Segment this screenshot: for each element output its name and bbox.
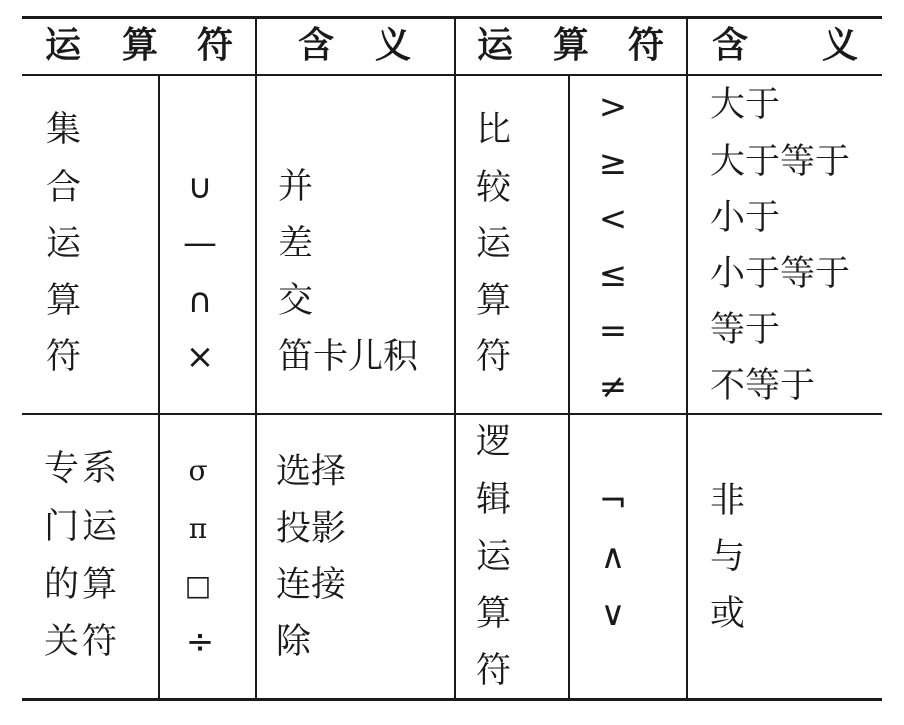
selection-meaning: 选择 — [276, 452, 347, 492]
col-divider-middle — [454, 16, 456, 701]
header-right-operator-char: 运 — [477, 25, 514, 66]
relational-ops-category-char: 门 — [44, 507, 80, 547]
col-divider-left-symbol — [158, 76, 160, 701]
header-left-operator-char: 符 — [197, 25, 234, 66]
header-right-operator-char: 符 — [628, 25, 665, 66]
set-ops-category-char: 合 — [46, 168, 82, 208]
middle-rule — [22, 413, 882, 415]
comparison-ops-category-char: 运 — [476, 224, 512, 264]
logic-ops-category-char: 运 — [476, 537, 512, 577]
comparison-ops-category-char: 算 — [476, 281, 512, 321]
comparison-ops-category-char: 较 — [476, 168, 512, 208]
division-symbol: ÷ — [185, 622, 215, 662]
less-than-meaning: 小于 — [710, 198, 781, 238]
set-difference-meaning: 差 — [278, 224, 314, 264]
bottom-rule — [22, 698, 882, 701]
cartesian-product-meaning: 笛卡儿积 — [278, 337, 419, 377]
set-union-meaning: 并 — [278, 167, 314, 207]
top-rule — [22, 16, 882, 19]
header-left-meaning-char: 含 — [298, 25, 335, 66]
greater-than-symbol: > — [598, 87, 628, 127]
header-left-operator-char: 运 — [45, 25, 82, 66]
greater-equal-symbol: ≥ — [598, 143, 628, 183]
set-ops-category-char: 运 — [46, 224, 82, 264]
logical-and-symbol: ∧ — [600, 537, 626, 577]
logic-ops-category-char: 符 — [476, 651, 512, 691]
cartesian-product-symbol: × — [185, 337, 215, 377]
header-right-meaning-char: 义 — [822, 25, 859, 66]
logical-and-meaning: 与 — [710, 537, 746, 577]
set-intersection-symbol: ∩ — [187, 281, 213, 321]
equal-symbol: = — [598, 311, 628, 351]
header-right-meaning-char: 含 — [712, 25, 749, 66]
logic-ops-category-char: 逻 — [476, 422, 512, 462]
relational-ops-category-char: 的 — [44, 565, 80, 605]
relational-ops-category-char: 运 — [82, 507, 118, 547]
join-meaning: 连接 — [276, 565, 347, 605]
set-difference-symbol: — — [183, 223, 217, 263]
logic-ops-category-char: 算 — [476, 594, 512, 634]
relational-ops-category-char: 算 — [82, 565, 118, 605]
logic-ops-category-char: 辑 — [476, 480, 512, 520]
set-ops-category-char: 算 — [46, 281, 82, 321]
projection-meaning: 投影 — [276, 509, 347, 549]
division-meaning: 除 — [276, 622, 312, 662]
col-divider-right-meaning — [686, 16, 688, 701]
header-right-operator-char: 算 — [553, 25, 590, 66]
set-union-symbol: ∪ — [187, 167, 213, 207]
comparison-ops-category-char: 符 — [476, 337, 512, 377]
set-intersection-meaning: 交 — [278, 281, 314, 321]
header-rule — [22, 74, 882, 76]
col-divider-left-meaning — [255, 16, 257, 701]
col-divider-right-symbol — [568, 76, 570, 701]
equal-meaning: 等于 — [710, 310, 781, 350]
logical-or-symbol: ∨ — [600, 594, 626, 634]
logical-not-symbol: ¬ — [598, 481, 628, 521]
less-equal-meaning: 小于等于 — [710, 254, 851, 294]
join-symbol: □ — [184, 569, 212, 602]
relational-ops-category-char: 符 — [82, 622, 118, 662]
less-than-symbol: < — [598, 199, 628, 239]
greater-equal-meaning: 大于等于 — [710, 142, 851, 182]
not-equal-meaning: 不等于 — [710, 366, 816, 406]
logical-or-meaning: 或 — [710, 594, 746, 634]
greater-than-meaning: 大于 — [710, 85, 781, 125]
less-equal-symbol: ≤ — [598, 255, 628, 295]
set-ops-category-char: 集 — [46, 110, 82, 150]
projection-symbol: π — [188, 512, 208, 545]
relational-ops-category-char: 系 — [82, 449, 118, 489]
comparison-ops-category-char: 比 — [476, 110, 512, 150]
set-ops-category-char: 符 — [46, 337, 82, 377]
relational-ops-category-char: 关 — [44, 622, 80, 662]
relational-ops-category-char: 专 — [44, 449, 80, 489]
selection-symbol: σ — [188, 454, 208, 487]
logical-not-meaning: 非 — [710, 481, 746, 521]
header-left-meaning-char: 义 — [375, 25, 412, 66]
header-left-operator-char: 算 — [122, 25, 159, 66]
not-equal-symbol: ≠ — [598, 367, 628, 407]
